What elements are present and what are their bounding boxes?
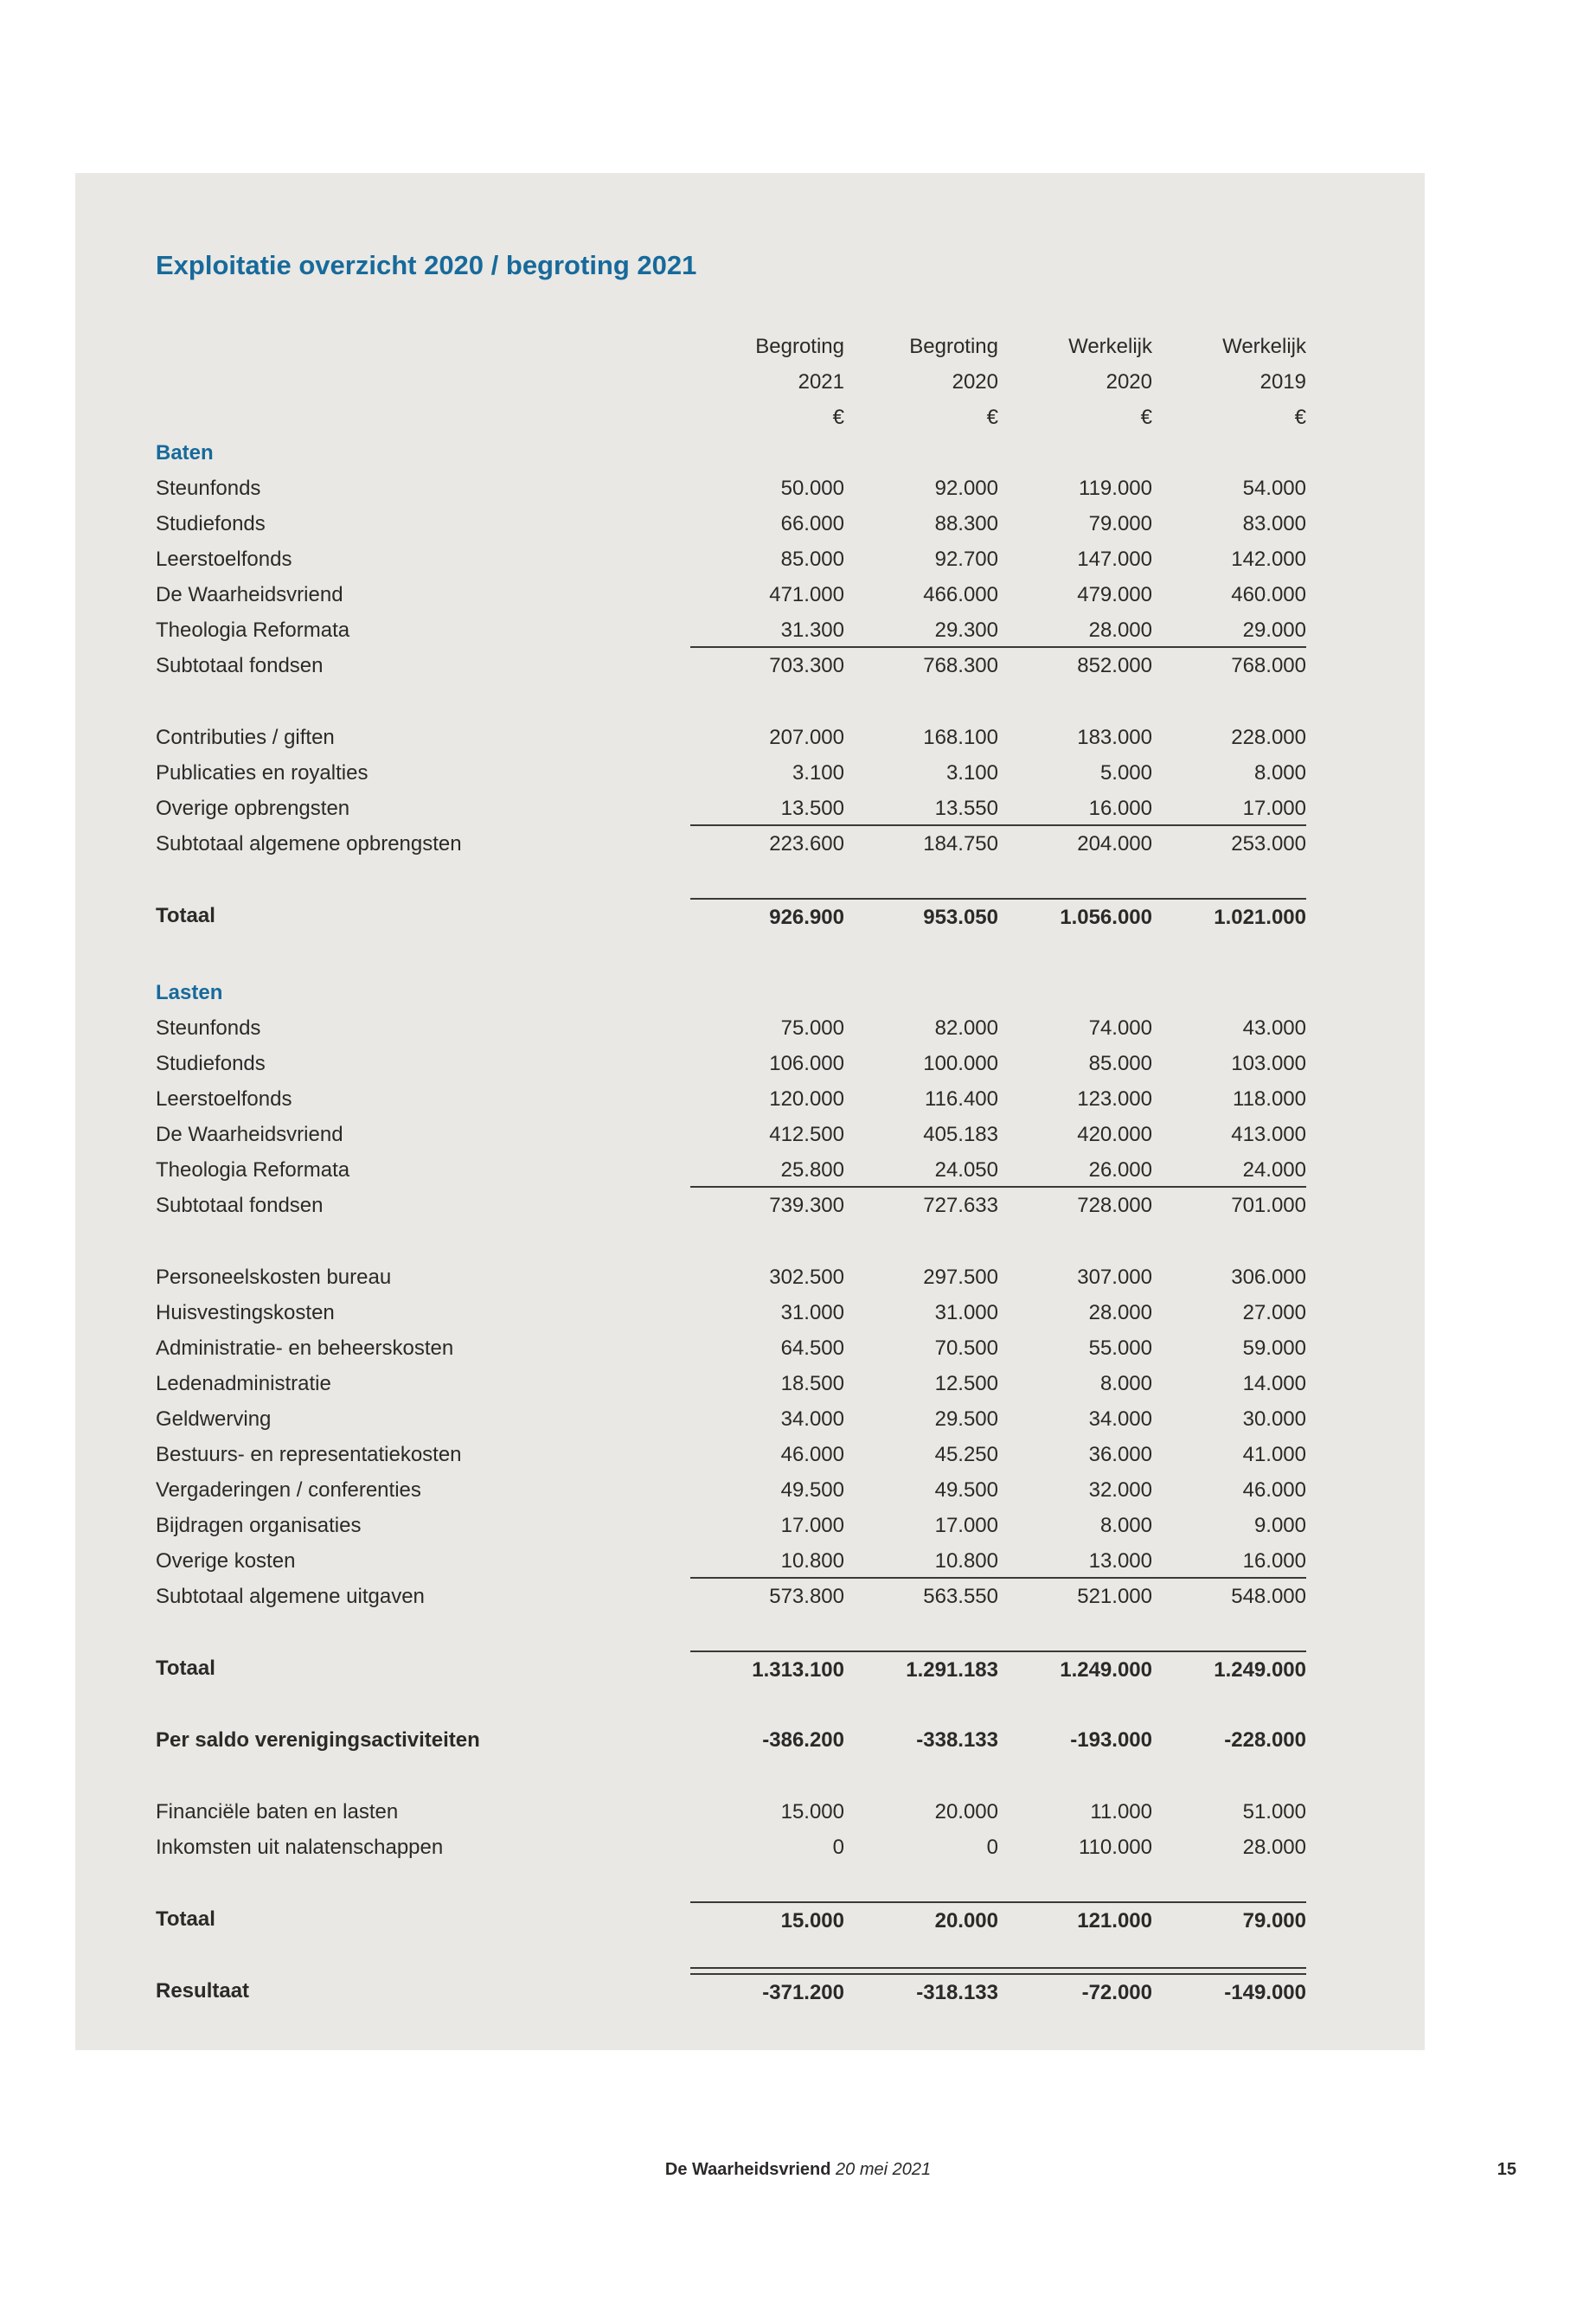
cell-value: 64.500 (780, 1336, 844, 1360)
row-spacer (156, 1614, 1306, 1650)
cell-value: 79.000 (1088, 512, 1152, 535)
cell-value: 50.000 (780, 477, 844, 500)
cell-value: 306.000 (1231, 1266, 1306, 1289)
cell-value: 17.000 (780, 1514, 844, 1537)
row-values (690, 1830, 1306, 1865)
cell-value: 1.313.100 (752, 1658, 844, 1682)
row-label: Publicaties en royalties (156, 761, 369, 785)
cell-value: 100.000 (923, 1052, 998, 1075)
row-values (690, 720, 1306, 755)
row-values (690, 577, 1306, 612)
cell-value: 27.000 (1242, 1301, 1306, 1324)
table-row (156, 1330, 1306, 1366)
row-values (690, 1543, 1306, 1579)
cell-value: 24.050 (934, 1158, 998, 1182)
row-label: Subtotaal algemene uitgaven (156, 1585, 425, 1608)
row-values (690, 1081, 1306, 1117)
cell-value: 168.100 (923, 726, 998, 749)
cell-value: 0 (832, 1836, 844, 1859)
row-values (690, 471, 1306, 506)
row-spacer (156, 862, 1306, 898)
cell-value: 106.000 (769, 1052, 844, 1075)
cell-value: -371.200 (762, 1981, 844, 2004)
table-row (156, 1366, 1306, 1401)
cell-value: 471.000 (769, 583, 844, 606)
cell-value: 3.100 (945, 761, 998, 785)
column-year: 2020 (1106, 370, 1152, 394)
cell-value: 49.500 (934, 1478, 998, 1502)
cell-value: 8.000 (1099, 1514, 1152, 1537)
row-values (690, 1973, 1306, 2009)
cell-value: 29.500 (934, 1407, 998, 1431)
cell-value: 228.000 (1231, 726, 1306, 749)
table-row (156, 1117, 1306, 1152)
cell-value: 36.000 (1088, 1443, 1152, 1466)
cell-value: 1.056.000 (1060, 906, 1152, 929)
footer-publication: De Waarheidsvriend (664, 2160, 831, 2179)
cell-value: 13.500 (780, 797, 844, 820)
cell-value: 307.000 (1077, 1266, 1152, 1289)
row-spacer (156, 1758, 1306, 1794)
cell-value: 548.000 (1231, 1585, 1306, 1608)
row-label: De Waarheidsvriend (156, 1123, 343, 1146)
row-values (690, 506, 1306, 542)
row-values (690, 1117, 1306, 1152)
row-values (690, 1508, 1306, 1543)
cell-value: 120.000 (769, 1087, 844, 1111)
cell-value: 29.300 (934, 619, 998, 642)
row-label: Lasten (156, 981, 223, 1004)
row-label: De Waarheidsvriend (156, 583, 343, 606)
cell-value: 852.000 (1077, 654, 1152, 677)
row-values (690, 1437, 1306, 1472)
column-year: 2020 (952, 370, 998, 394)
row-values (690, 1259, 1306, 1295)
cell-value: 31.000 (780, 1301, 844, 1324)
cell-value: 13.550 (934, 797, 998, 820)
column-year: 2021 (798, 370, 844, 394)
cell-value: 1.249.000 (1060, 1658, 1152, 1682)
cell-value: 121.000 (1077, 1909, 1152, 1932)
cell-value: 479.000 (1077, 583, 1152, 606)
cell-value: 147.000 (1077, 548, 1152, 571)
row-label: Studiefonds (156, 512, 266, 535)
column-header-row (156, 364, 1306, 400)
cell-value: 184.750 (923, 832, 998, 856)
row-spacer (156, 683, 1306, 720)
cell-value: 43.000 (1242, 1016, 1306, 1040)
row-values (690, 542, 1306, 577)
cell-value: 13.000 (1088, 1549, 1152, 1573)
row-label: Overige kosten (156, 1549, 296, 1573)
cell-value: 5.000 (1099, 761, 1152, 785)
row-label: Contributies / giften (156, 726, 335, 749)
cell-value: 59.000 (1242, 1336, 1306, 1360)
cell-value: 34.000 (780, 1407, 844, 1431)
cell-value: 30.000 (1242, 1407, 1306, 1431)
euro-symbol: € (1140, 406, 1152, 429)
page-footer (0, 2159, 1596, 2180)
cell-value: 88.300 (934, 512, 998, 535)
column-name: Begroting (755, 335, 844, 358)
row-spacer (156, 1686, 1306, 1722)
cell-value: 253.000 (1231, 832, 1306, 856)
row-label: Personeelskosten bureau (156, 1266, 392, 1289)
euro-symbol: € (1294, 406, 1306, 429)
cell-value: 116.400 (925, 1087, 998, 1111)
cell-value: 49.500 (780, 1478, 844, 1502)
table-row (156, 1973, 1306, 2009)
cell-value: -338.133 (916, 1728, 998, 1752)
row-label: Inkomsten uit nalatenschappen (156, 1836, 444, 1859)
cell-value: 28.000 (1088, 1301, 1152, 1324)
cell-value: 75.000 (780, 1016, 844, 1040)
cell-value: 74.000 (1088, 1016, 1152, 1040)
cell-value: 20.000 (934, 1909, 998, 1932)
column-name: Werkelijk (1222, 335, 1306, 358)
header-values (690, 364, 1306, 400)
page-title: Exploitatie overzicht 2020 / begroting 2021 (156, 250, 697, 280)
cell-value: 119.000 (1079, 477, 1152, 500)
row-values (690, 612, 1306, 648)
table-row (156, 1722, 1306, 1758)
cell-value: 420.000 (1077, 1123, 1152, 1146)
row-label: Geldwerving (156, 1407, 272, 1431)
cell-value: 85.000 (1088, 1052, 1152, 1075)
row-label: Totaal (156, 1907, 215, 1931)
cell-value: 92.000 (934, 477, 998, 500)
table-row (156, 542, 1306, 577)
cell-value: 11.000 (1090, 1800, 1152, 1823)
cell-value: 103.000 (1231, 1052, 1306, 1075)
table-row (156, 1830, 1306, 1865)
cell-value: 34.000 (1088, 1407, 1152, 1431)
row-label: Steunfonds (156, 1016, 261, 1040)
row-label: Subtotaal algemene opbrengsten (156, 832, 462, 856)
row-values (690, 1330, 1306, 1366)
row-values (690, 898, 1306, 933)
row-spacer (156, 933, 1306, 975)
cell-value: 1.021.000 (1214, 906, 1306, 929)
cell-value: 10.800 (780, 1549, 844, 1573)
row-label: Huisvestingskosten (156, 1301, 335, 1324)
row-values (690, 755, 1306, 791)
table-row (156, 1794, 1306, 1830)
row-label (156, 329, 690, 364)
table-row (156, 506, 1306, 542)
table-row (156, 1579, 1306, 1614)
row-values (690, 1650, 1306, 1686)
cell-value: 728.000 (1077, 1194, 1152, 1217)
column-header-row (156, 329, 1306, 364)
cell-value: 223.600 (769, 832, 844, 856)
row-label: Theologia Reformata (156, 619, 350, 642)
cell-value: 413.000 (1231, 1123, 1306, 1146)
table-row (156, 826, 1306, 862)
cell-value: 405.183 (923, 1123, 998, 1146)
cell-value: 183.000 (1077, 726, 1152, 749)
cell-value: 15.000 (780, 1909, 844, 1932)
cell-value: 24.000 (1242, 1158, 1306, 1182)
table-row (156, 1295, 1306, 1330)
row-label: Baten (156, 441, 214, 465)
cell-value: 28.000 (1242, 1836, 1306, 1859)
cell-value: -193.000 (1070, 1728, 1152, 1752)
cell-value: 82.000 (934, 1016, 998, 1040)
cell-value: 768.000 (1231, 654, 1306, 677)
cell-value: 31.300 (780, 619, 844, 642)
column-year: 2019 (1259, 370, 1306, 394)
euro-symbol: € (986, 406, 998, 429)
cell-value: 92.700 (934, 548, 998, 571)
cell-value: 14.000 (1242, 1372, 1306, 1395)
cell-value: 46.000 (1242, 1478, 1306, 1502)
cell-value: -149.000 (1224, 1981, 1306, 2004)
row-values (690, 1722, 1306, 1758)
cell-value: 51.000 (1242, 1800, 1306, 1823)
row-values (690, 791, 1306, 826)
row-values (690, 648, 1306, 683)
cell-value: 46.000 (780, 1443, 844, 1466)
cell-value: 83.000 (1242, 512, 1306, 535)
header-values (690, 400, 1306, 435)
table-row (156, 791, 1306, 826)
cell-value: 110.000 (1079, 1836, 1152, 1859)
row-label: Steunfonds (156, 477, 261, 500)
cell-value: 466.000 (923, 583, 998, 606)
cell-value: 17.000 (1242, 797, 1306, 820)
table-row (156, 1010, 1306, 1046)
table-row (156, 1650, 1306, 1686)
table-row (156, 648, 1306, 683)
cell-value: 15.000 (780, 1800, 844, 1823)
cell-value: 16.000 (1242, 1549, 1306, 1573)
row-values (690, 1901, 1306, 1937)
row-label: Studiefonds (156, 1052, 266, 1075)
table-row (156, 1543, 1306, 1579)
footer-date: 20 mei 2021 (836, 2160, 932, 2179)
cell-value: 207.000 (769, 726, 844, 749)
cell-value: 460.000 (1231, 583, 1306, 606)
content-panel (75, 173, 1425, 2050)
row-values (690, 1295, 1306, 1330)
cell-value: -386.200 (762, 1728, 844, 1752)
table-row (156, 1081, 1306, 1117)
cell-value: 727.633 (923, 1194, 998, 1217)
row-label: Leerstoelfonds (156, 1087, 292, 1111)
table-row (156, 612, 1306, 648)
table-row (156, 1152, 1306, 1188)
cell-value: 563.550 (923, 1585, 998, 1608)
cell-value: 8.000 (1253, 761, 1306, 785)
cell-value: 0 (986, 1836, 998, 1859)
financial-table (156, 329, 1306, 2009)
row-label (156, 400, 690, 435)
cell-value: -318.133 (916, 1981, 998, 2004)
row-label: Subtotaal fondsen (156, 654, 324, 677)
table-row (156, 577, 1306, 612)
cell-value: 31.000 (934, 1301, 998, 1324)
row-label: Vergaderingen / conferenties (156, 1478, 421, 1502)
row-values (690, 1188, 1306, 1223)
row-label: Resultaat (156, 1979, 250, 2003)
row-label: Theologia Reformata (156, 1158, 350, 1182)
row-values (690, 1046, 1306, 1081)
section-heading-row (156, 975, 1306, 1010)
cell-value: 701.000 (1231, 1194, 1306, 1217)
row-label: Totaal (156, 904, 215, 927)
cell-value: 70.500 (934, 1336, 998, 1360)
column-header-row (156, 400, 1306, 435)
cell-value: 9.000 (1253, 1514, 1306, 1537)
cell-value: 768.300 (923, 654, 998, 677)
row-values (690, 1794, 1306, 1830)
row-label: Overige opbrengsten (156, 797, 350, 820)
table-row (156, 755, 1306, 791)
row-values (690, 1010, 1306, 1046)
table-row (156, 1188, 1306, 1223)
cell-value: 66.000 (780, 512, 844, 535)
row-values (690, 1401, 1306, 1437)
cell-value: 118.000 (1233, 1087, 1306, 1111)
page-number: 15 (1497, 2160, 1516, 2179)
cell-value: 12.500 (934, 1372, 998, 1395)
table-row (156, 1508, 1306, 1543)
euro-symbol: € (832, 406, 844, 429)
row-label (156, 364, 690, 400)
cell-value: 17.000 (934, 1514, 998, 1537)
cell-value: 25.800 (780, 1158, 844, 1182)
cell-value: 8.000 (1099, 1372, 1152, 1395)
table-row (156, 1901, 1306, 1937)
cell-value: 55.000 (1088, 1336, 1152, 1360)
row-label: Ledenadministratie (156, 1372, 331, 1395)
cell-value: 1.249.000 (1214, 1658, 1306, 1682)
cell-value: 29.000 (1242, 619, 1306, 642)
table-row (156, 720, 1306, 755)
table-row (156, 898, 1306, 933)
section-heading-row (156, 435, 1306, 471)
row-label: Bijdragen organisaties (156, 1514, 362, 1537)
row-label: Totaal (156, 1657, 215, 1680)
cell-value: 302.500 (769, 1266, 844, 1289)
table-row (156, 1437, 1306, 1472)
row-label: Leerstoelfonds (156, 548, 292, 571)
row-values (690, 826, 1306, 862)
cell-value: 926.900 (769, 906, 844, 929)
cell-value: 3.100 (792, 761, 844, 785)
row-label: Per saldo verenigingsactiviteiten (156, 1728, 480, 1752)
cell-value: 20.000 (934, 1800, 998, 1823)
cell-value: 79.000 (1242, 1909, 1306, 1932)
row-label: Bestuurs- en representatiekosten (156, 1443, 462, 1466)
table-row (156, 1259, 1306, 1295)
cell-value: 16.000 (1088, 797, 1152, 820)
row-label: Subtotaal fondsen (156, 1194, 324, 1217)
cell-value: -72.000 (1081, 1981, 1152, 2004)
cell-value: 412.500 (769, 1123, 844, 1146)
cell-value: 573.800 (769, 1585, 844, 1608)
row-values (690, 1152, 1306, 1188)
column-name: Begroting (909, 335, 998, 358)
cell-value: 54.000 (1242, 477, 1306, 500)
row-values (690, 1472, 1306, 1508)
table-row (156, 1472, 1306, 1508)
row-label: Financiële baten en lasten (156, 1800, 399, 1823)
cell-value: 703.300 (769, 654, 844, 677)
cell-value: 41.000 (1242, 1443, 1306, 1466)
row-values (690, 1579, 1306, 1614)
column-name: Werkelijk (1068, 335, 1152, 358)
cell-value: 85.000 (780, 548, 844, 571)
cell-value: 142.000 (1231, 548, 1306, 571)
cell-value: 953.050 (923, 906, 998, 929)
header-values (690, 329, 1306, 364)
cell-value: 521.000 (1077, 1585, 1152, 1608)
row-values (690, 1366, 1306, 1401)
table-row (156, 1401, 1306, 1437)
cell-value: 26.000 (1088, 1158, 1152, 1182)
cell-value: 123.000 (1077, 1087, 1152, 1111)
cell-value: 1.291.183 (906, 1658, 998, 1682)
cell-value: 739.300 (769, 1194, 844, 1217)
cell-value: 28.000 (1088, 619, 1152, 642)
cell-value: 10.800 (934, 1549, 998, 1573)
row-spacer (156, 1865, 1306, 1901)
table-row (156, 1046, 1306, 1081)
cell-value: 45.250 (934, 1443, 998, 1466)
cell-value: 32.000 (1088, 1478, 1152, 1502)
cell-value: -228.000 (1224, 1728, 1306, 1752)
cell-value: 297.500 (923, 1266, 998, 1289)
row-label: Administratie- en beheerskosten (156, 1336, 454, 1360)
cell-value: 18.500 (780, 1372, 844, 1395)
cell-value: 204.000 (1077, 832, 1152, 856)
table-row (156, 471, 1306, 506)
row-spacer (156, 1223, 1306, 1259)
